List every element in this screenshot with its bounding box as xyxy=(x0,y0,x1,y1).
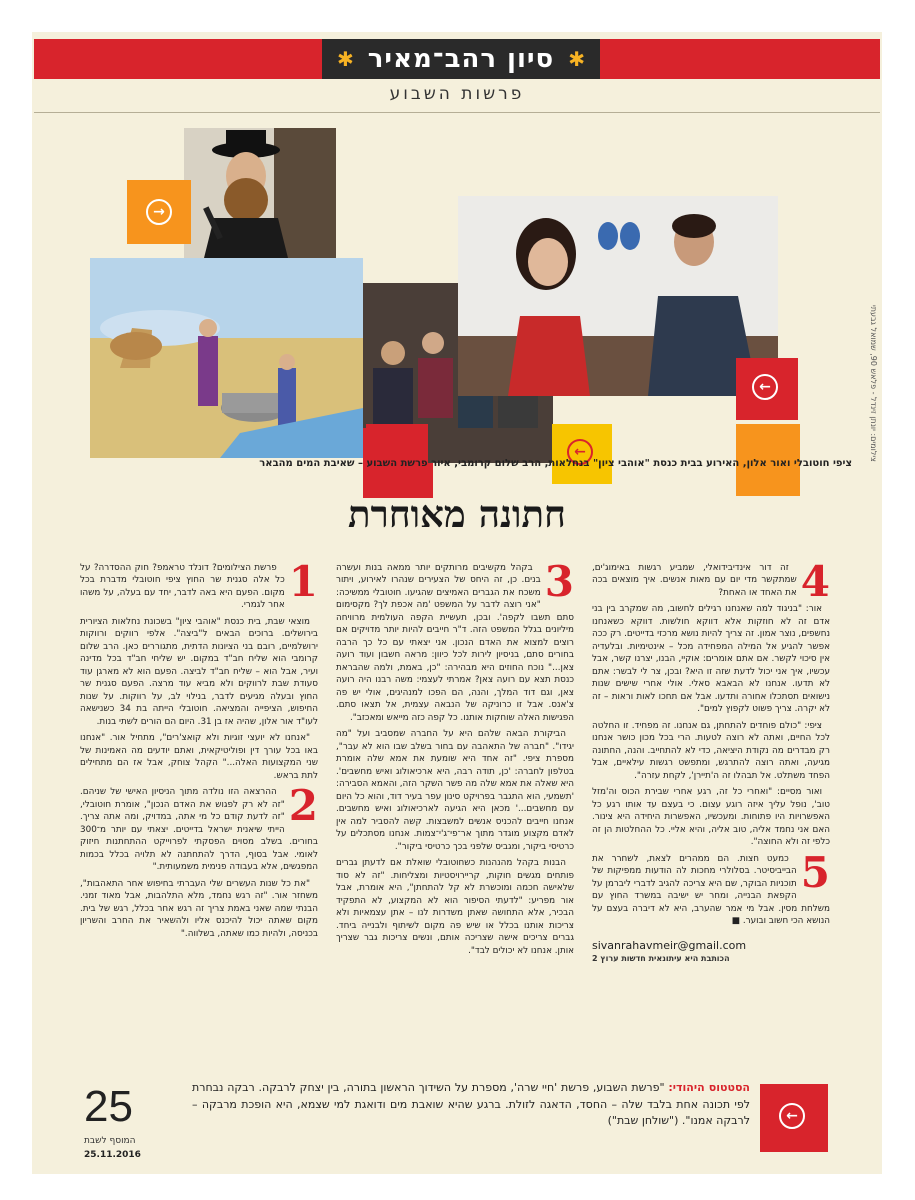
author-credit: הכותבת היא עיתונאית חדשות ערוץ 2 xyxy=(592,954,730,964)
paragraph: פרשת הצילומים? דונלד טראמפ? חוק ההסדרה? על כל אלה סגנית שר החוץ ציפי חוטובלי מדברת בכל מקום. הפעם היא באה לדבר, יחד עם בעלה, על משהו אחר לגמרי. xyxy=(80,563,285,611)
jewish-status-text xyxy=(180,1078,760,1160)
red-square xyxy=(760,1084,828,1152)
paragraph: "אנחנו לא יועצי זוגיות ולא קואצ'רים", מתחיל אור. "אנחנו באו בכל עורך דין ופוליטיקאית, ואתם יודעים מה האמינות של שני המקצועות האלה..." הקהל צוחק, אבל אז הם מתחילים לתת בראש. xyxy=(80,733,318,781)
arrow-circle-icon: → xyxy=(146,199,172,225)
jewish-status-body: "פרשת השבוע, פרשת 'חיי שרה', מספרת על השידוך הראשון בתורה, בין יצחק לרבקה. רבקה נבחרת לפי תכונה אחת בלבד שלה – החסד, הדאגה לזולת. ברגע שהיא שואבת מים ודואגת למי שצמא, היא הופכת מרבקה – לרבקה אמנו". ("שולחן שבת") xyxy=(192,1081,750,1127)
section-number: 2 xyxy=(288,781,318,831)
divider xyxy=(34,112,880,113)
arrow-circle-icon: ← xyxy=(567,439,593,465)
paragraph: זה דור אינדיבידואלי, שמביע רגשות באימוג'ים, שמתקשר מדי יום עם מאות אנשים. איך מוצאים בכה את האחד או האחת? xyxy=(592,563,797,598)
star-icon: ✱ xyxy=(568,47,585,71)
section-label: פרשות השבוע xyxy=(389,84,525,104)
column-1 xyxy=(80,557,319,1032)
article-body xyxy=(80,557,830,1032)
paragraph: בקהל מקשיבים מרותקים יותר ממאה בנות ועשרה בנים. כן, זה היחס של הצעירים שנהרו לאירוע, ויתור משכח את הגברים האמיצים שהגיעו. חוטובלי ממשיכה: "אני רוצה לדבר על המשפט 'מה אכפת לך? מקסימום סתם תשבו לקפה'. ובכן, תעשיית הקפה העולמית מרוויחה מיליונים בגלל המשפט הזה. ד"ר חייבים להיות יותר מדויקים אם רוצים למצוא את האדם הנכון. אני יצאתי עם כל כך הרבה בחורים סתם, בניסיון לירות לכל כיוון: מראה חשבון ועוד רועה צאן..." נוכח החוזים היא מבהירה: "כן, באמת, ולמה שהבראת כנסת תצא עם רועה צאן? אמרתי לעצמי: משה רבנו היה רועה צאן, וגם דוד המלך, והנה, הם הפכו למנהיגים, אולי יש פה צ'אנס. אבל זו כרוניקה של הנבאה עצמית, אל תצאו סתם. הפגישות האלה שוחקות אותנו. כל קפה כזה מייאש ומאכזב". xyxy=(336,563,574,723)
section-number: 3 xyxy=(544,557,574,606)
paragraph: אור: "בניגוד למה שאנחנו רגילים לחשוב, מה שמקרב בין בני אדם זה לא חוזקות אלא דווקא חולשות. דווקא כשאנחנו נחשפים, נוצר אמון. זה צריך להיות נושא מרכזי בדייטים. רק ככה אפשר להגיע אל המילה המפחידה מכל – אינטימיות. ובלעדיה אין סיכוי לקשר. אם אתם אומרים: אוקיי, הבנו, יצרנו קשר, אבל עכשיו, איך אני יכול לדעת שזה זו היא? ובכן, צר לי לבשר: אתם לא תדעו. אנחנו לא הבאבא סאלי. אולי אחרי שישים שנות נישואים תסתכלו אחורה ותדעו. אבל אם תחכו לאות וראות – זה לא יקרה. צריך פשוט לקפוץ למים". xyxy=(592,604,830,715)
jewish-status-lead: הסטטוס היהודי: xyxy=(668,1081,750,1094)
paragraph: ההרצאה הזו נולדה מתוך הניסיון האישי של שניהם. "זה לא רק לפגוש את האדם הנכון", אומרת חוטובלי, "זה לדעת קודם כל מי אתה, במדויק, ומה אתה צריך. הייתי שיאנית ישראל בדייטים. יצאתי עם יותר מ־300 בחורים. בשלב מסוים הפסקתי לפרוייקט ההתחתנות חיזוק לאומי. אבל בסוף, הדרך להתחתנה לא תלויה בכלל בכמות המפגשים, אלא בעבודה פנימית משמעותית." xyxy=(80,787,318,873)
column-2 xyxy=(336,557,574,1032)
column-3 xyxy=(592,557,830,1032)
paragraph: הביקורת הבאה שלהם היא על החברה שמסביב ועל "מה יגידו". "חברה של התאהבה עם בחור בשלב שבו הוא לא עבר", מספרת ציפי. "זה אחד היא שומעת את אמא שלה אומרת בטלפון לחברה: 'כן, תודה רבה, היא ארכיאולוג ואיש מחשבים'. היא שאלה את אמא שלה מה פשר השקר הזה, והאמא הסבירה: 'תשמעי, הוא התגבר בפרויקט סינון עפר בעיר דוד, והוא כל היום עם מחשבים...' מכאן היא הגיעה לארכיאולוג ואיש מחשבים. אנחנו חייבים להכניס אנשים למשבצות. קשה להסביר למה אין לאדם מקצוע מוגדר מתוך אר־פי־ג'י־צמות. אנחנו מסתכלים על כרטיסי ביקור, ומגביס שלפני בכך כרטיסי ביקור". xyxy=(336,729,574,852)
photo-caption: ציפי חוטובלי ואור אלון, האירוע בבית כנסת "אוהבי ציון" בנחלאות, הרב שלום קרומבי, איור פרשת השבוע – שאיבת המים מהבאר xyxy=(259,458,852,469)
section-number: 1 xyxy=(288,557,318,606)
author-name: סיון רהב־מאיר xyxy=(367,44,555,74)
author-banner xyxy=(34,39,880,79)
page-number: 25 xyxy=(84,1082,133,1131)
issue-date: 25.11.2016 xyxy=(84,1150,141,1160)
arrow-circle-icon: ← xyxy=(779,1103,805,1129)
photo-collage xyxy=(90,128,858,464)
section-number: 5 xyxy=(800,847,830,897)
orange-tile xyxy=(127,180,191,244)
paragraph: ציפי: "כולם פוחדים להתחתן, גם אנחנו. זה מפחיד. זו החלטה לכל החיים, ואתה לא רוצה לטעות. הרי בכל מכון כושר אנחנו רק מבדרים מה נקודת היציאה, כדי לא להתחייב. והנה, החתונה מגיעה, ואתה רוצה להתרגש, ומתפשט רגשות עילאיים, אבל הפחד משתלט. אל תבהלו זה ה'תיירן', לקחת עזרה". xyxy=(592,720,830,781)
paragraph: כמעט חצות. הם ממהרים לצאת, לשחרר את הבייביסיטר. בסלולרי מחכות לה הודעות ממפיקות של תוכניות הבוקר, שם היא צריכה להגיב לדברי ליברמן על הקפאת הבנייה, ומחר יש ישיבה במשרד החוץ עם משלחת מסין. אבל מי אמר שהערב, היא לא דיברה בעצם על הנושא הכי חשוב ובוער. ■ xyxy=(592,853,830,927)
arrow-circle-icon: ← xyxy=(752,374,778,400)
article-headline: חתונה מאוחרת xyxy=(348,492,566,536)
author-email[interactable]: sivanrahavmeir@gmail.com xyxy=(592,938,747,952)
red-tile xyxy=(736,358,798,420)
paragraph: מוצאי שבת, בית כנסת "אוהבי ציון" בשכונת נחלאות הציורית בירושלים. ברוכים הבאים ל"ביצה". אלפי רווקים ורווקות ירושלמיים, רובם בני הציונות הדתית, מתגוררים כאן. הרב שלום קרומבי הוא שליח חב"ד במקום. יש שליחי חב"ד בכל מדינה ועיר, אבל הוא – שליח חב"ד לביצה. הפעם הוא לא מארגן עוד סעודת שבת לרווקים ולא מביא עוד מרצה. הפעם סגנית שר החוץ ובעלה מגיעים לדבר, בנילוי לב, על רווקות. על שנות החיפוש, הציפייה והמציאה. חוטובלי הייתה בת 34 כשנישאה לעו"ד אור אלון, שהיה אז בן 31. היום הם הורים לשתי בנות. xyxy=(80,616,319,727)
section-number: 4 xyxy=(800,557,830,606)
paragraph: ואור מסיים: "ואחרי כל זה, רגע אחרי שבירת הכוס וה'מזל טוב', נופל עליך איזה רוגע עצום. כי בעצם עד אותו רגע כל האפשרויות היו פתוחות. ומעכשיו, האפשרות היחידה היא צינור. האם אני נחמד אליה, טוב אליה, והיא אליי. כל ההחלטות הן זה כלפי זה ולא החוצה". xyxy=(592,787,830,848)
well-illustration xyxy=(90,258,363,458)
supplement-name: המוסף לשבת xyxy=(84,1136,136,1146)
jewish-status-box xyxy=(180,1078,828,1160)
red-tile xyxy=(366,424,428,486)
paragraph: "את כל שנות העשרים שלי העברתי בחיפוש אחר התאהבות", משחזר אור. "זה רגש נחמד, מלא התלהבות, אבל מאוד זמני. הבנתי שמה שאני באמת צריך זה רגש אחר בכלל, רגש של בית. מקום שאתה יכול להיכנס אליו ולהשאיר את החרב והשריון בכניסה, ולהיות כמו שאתה, בשלווה." xyxy=(80,878,318,939)
rabbi-photo xyxy=(184,128,336,258)
paragraph: הבנות בקהל מהנהנות כשחוטובלי שואלת אם לדעתן גברים פותחים מגשים חוקות, קריירויסטיות ומצליחות. "זה לא סוד שלאישה חכמה ומוכשרת לא קל להתחתן", היא אומרת, אבל אור מפריע: "לדעתי הסיפור הוא לא המקצוע, לא התפקיד הבכיר, אלא התחושה שאתן משדרות לנו – אתן עצמאיות ולא צריכות אותנו בכלל או שיש פה מקום לשיתוף ולבנייה ביחד. גברים צריכים אישה שצריכה אותם, ונשים צריכות גבר שצריך אותן. אנחנו לא יכולים לבד". xyxy=(336,858,574,956)
yellow-tile xyxy=(552,424,612,484)
magazine-page xyxy=(32,32,882,1174)
couple-photo xyxy=(458,196,778,396)
photo-credit: צילומים: יונתן זינדל - פלאש 90, שמואל גבעתי xyxy=(869,305,878,462)
star-icon: ✱ xyxy=(337,47,354,71)
author-box xyxy=(322,39,600,79)
